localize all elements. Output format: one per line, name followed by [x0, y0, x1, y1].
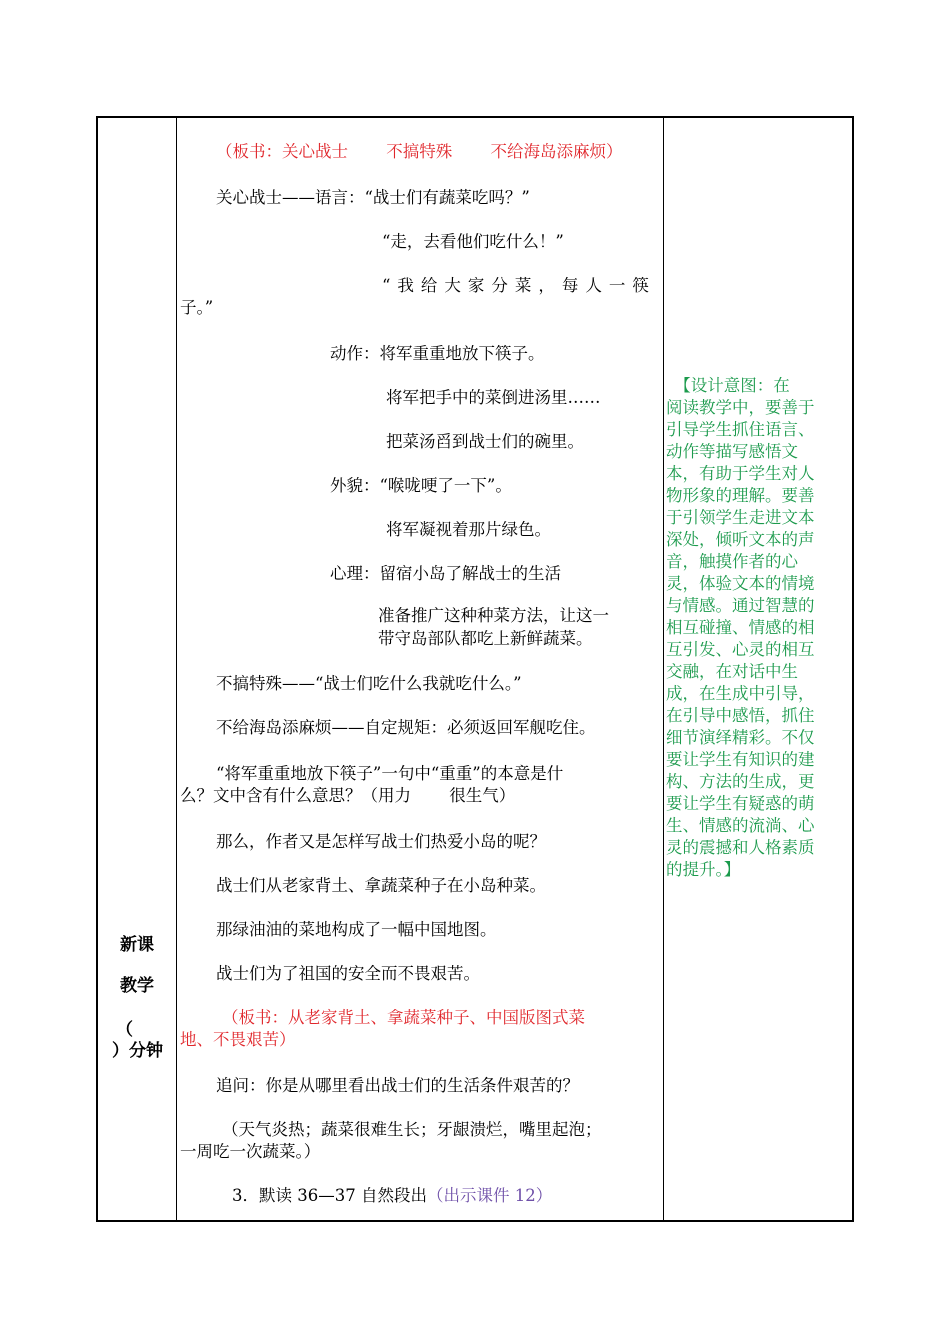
design-intent-line: 互引发、心灵的相互 — [666, 640, 815, 659]
design-intent-line: 灵，体验文本的情境 — [666, 574, 815, 593]
step-3 — [232, 1186, 552, 1206]
section-label-line2: 教学 — [120, 976, 154, 996]
column-divider-right — [663, 118, 664, 1220]
care-language-3b: 子。” — [180, 298, 214, 317]
lesson-table — [96, 116, 854, 1222]
section-label-line1: 新课 — [120, 935, 154, 955]
design-intent-line: 成，在生成中引导， — [666, 684, 815, 703]
design-intent-line: 引导学生抓住语言、 — [666, 420, 815, 439]
question-1b: 么？文中含有什么意思？（用力 很生气） — [180, 786, 516, 805]
paragraph-1: 战士们从老家背土、拿蔬菜种子在小岛种菜。 — [216, 876, 546, 895]
design-intent-line: 动作等描写感悟文 — [666, 442, 798, 461]
design-intent-line: 相互碰撞、情感的相 — [666, 618, 815, 637]
design-intent-line: 音，触摸作者的心 — [666, 552, 798, 571]
design-intent-line: 细节演绎精彩。不仅 — [666, 728, 815, 747]
design-intent-line: 的提升。】 — [666, 860, 741, 879]
action-3: 把菜汤舀到战士们的碗里。 — [386, 432, 584, 451]
answer-line-2: 一周吃一次蔬菜。） — [180, 1142, 321, 1161]
appearance-1: 外貌：“喉咙哽了一下”。 — [330, 476, 512, 495]
answer-line-1: （天气炎热；蔬菜很难生长；牙龈溃烂，嘴里起泡； — [222, 1120, 602, 1139]
care-language-1: 关心战士——语言：“战士们有蔬菜吃吗？” — [216, 188, 530, 207]
design-intent-line: 交融，在对话中生 — [666, 662, 798, 681]
action-1: 动作：将军重重地放下筷子。 — [330, 344, 545, 363]
mind-2a: 准备推广这种种菜方法，让这一 — [378, 606, 609, 625]
design-intent-line: 物形象的理解。要善 — [666, 486, 815, 505]
courseware-link[interactable]: （出示课件 12） — [426, 1186, 553, 1205]
question-1a: “将军重重地放下筷子”一句中“重重”的本意是什 — [216, 764, 564, 783]
design-intent-line: 于引领学生走进文本 — [666, 508, 815, 527]
section-label-line3: （ — [116, 1020, 133, 1040]
board-note-2b: 地、不畏艰苦） — [180, 1030, 296, 1049]
design-intent-line: 生、情感的流淌、心 — [666, 816, 815, 835]
design-intent-line: 要让学生有知识的建 — [666, 750, 815, 769]
design-intent-line: 阅读教学中，要善于 — [666, 398, 815, 417]
design-intent-line: 【设计意图：在 — [666, 376, 790, 395]
no-special-line: 不搞特殊——“战士们吃什么我就吃什么。” — [216, 674, 522, 693]
mind-2b: 带守岛部队都吃上新鲜蔬菜。 — [378, 629, 593, 648]
paragraph-3: 战士们为了祖国的安全而不畏艰苦。 — [216, 964, 480, 983]
follow-up-question: 追问：你是从哪里看出战士们的生活条件艰苦的？ — [216, 1076, 579, 1095]
design-intent-line: 灵的震撼和人格素质 — [666, 838, 815, 857]
mind-1: 心理：留宿小岛了解战士的生活 — [330, 564, 561, 583]
paragraph-2: 那绿油油的菜地构成了一幅中国地图。 — [216, 920, 497, 939]
design-intent-line: 构、方法的生成，更 — [666, 772, 815, 791]
board-note-2a: （板书：从老家背土、拿蔬菜种子、中国版图式菜 — [222, 1008, 585, 1027]
section-label-line4: ）分钟 — [112, 1041, 163, 1061]
question-2: 那么，作者又是怎样写战士们热爱小岛的呢？ — [216, 832, 546, 851]
no-trouble-line: 不给海岛添麻烦——自定规矩：必须返回军舰吃住。 — [216, 718, 596, 737]
care-language-3a: “我给大家分菜，每人一筷 — [382, 276, 656, 295]
design-intent-line: 本，有助于学生对人 — [666, 464, 815, 483]
action-2: 将军把手中的菜倒进汤里…… — [386, 388, 601, 407]
design-intent-line: 与情感。通过智慧的 — [666, 596, 815, 615]
board-note-1: （板书：关心战士 不搞特殊 不给海岛添麻烦） — [216, 142, 623, 161]
design-intent-line: 要让学生有疑惑的萌 — [666, 794, 815, 813]
step-3-text: 3．默读 36—37 自然段出 — [232, 1186, 427, 1205]
care-language-2: “走，去看他们吃什么！” — [382, 232, 564, 251]
design-intent-line: 在引导中感悟，抓住 — [666, 706, 815, 725]
appearance-2: 将军凝视着那片绿色。 — [386, 520, 551, 539]
design-intent-line: 深处，倾听文本的声 — [666, 530, 815, 549]
